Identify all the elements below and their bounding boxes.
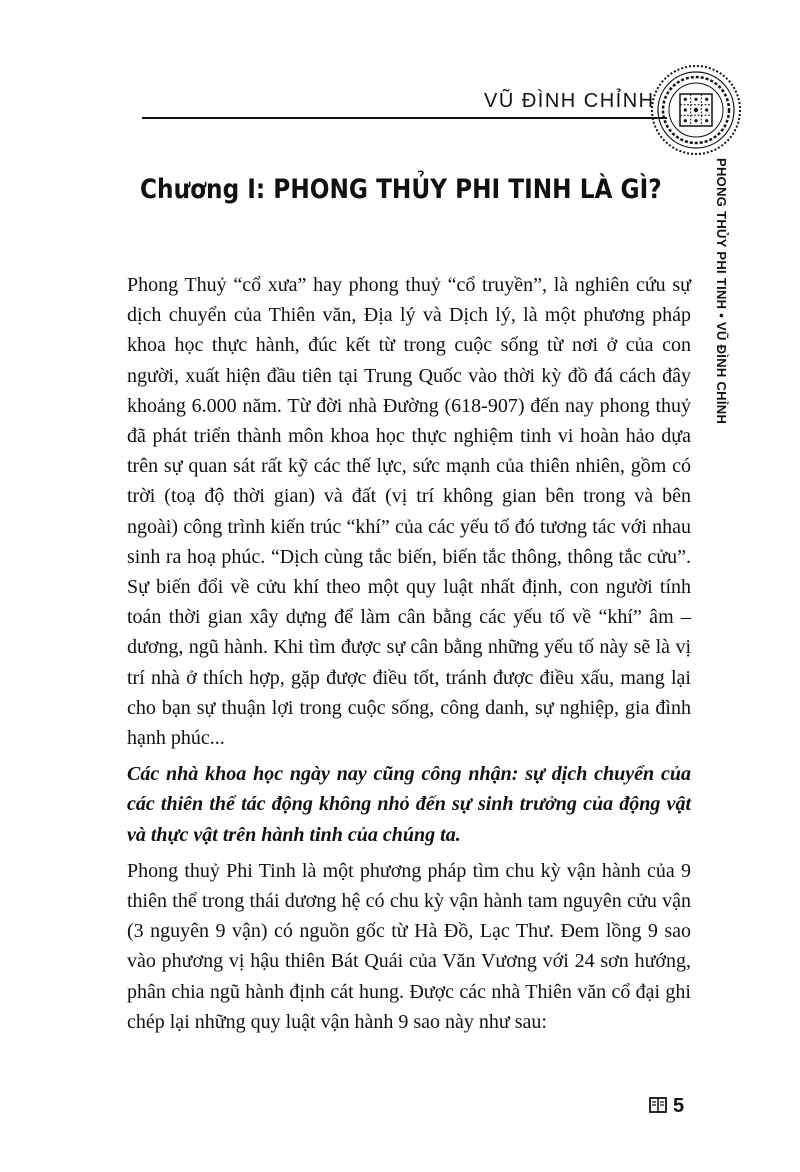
page-number-value: 5 xyxy=(673,1095,685,1117)
paragraph-intro: Phong Thuỷ “cổ xưa” hay phong thuỷ “cổ truyền”, là nghiên cứu sự dịch chuyển của Thiên văn, Địa lý và Dịch lý, là một phương pháp khoa học thực hành, đúc kết từ trong cuộc sống từ nơi ở của con người, xuất hiện đầu tiên tại Trung Quốc vào thời kỳ đồ đá cách đây khoảng 6.000 năm. Từ đời nhà Đường (618-907) đến nay phong thuỷ đã phát triển thành môn khoa học thực nghiệm tinh vi hoàn hảo dựa trên sự quan sát rất kỹ các thế lực, sức mạnh của thiên nhiên, gồm có trời (toạ độ thời gian) và đất (vị trí không gian bên trong và bên ngoài) công trình kiến trúc “khí” của các yếu tố đó tương tác với nhau sinh ra hoạ phúc. “Dịch cùng tắc biến, biến tắc thông, thông tắc cửu”. Sự biến đổi về cửu khí theo một quy luật nhất định, con người tính toán thời gian xây dựng để làm cân bằng các yếu tố về “khí” âm – dương, ngũ hành. Khi tìm được sự cân bằng những yếu tố này sẽ là vị trí nhà ở thích hợp, gặp được điều tốt, tránh được điều xấu, mang lại cho bạn sự thuận lợi trong cuộc sống, công danh, sự nghiệp, gia đình hạnh phúc... xyxy=(127,274,691,750)
page-number xyxy=(649,1095,684,1118)
vertical-side-title: PHONG THỦY PHI TINH • VŨ ĐÌNH CHỈNH xyxy=(714,158,729,425)
book-mark-icon xyxy=(649,1096,667,1114)
header-rule xyxy=(142,117,667,119)
paragraph-emphasis: Các nhà khoa học ngày nay cũng công nhận: sự dịch chuyển của các thiên thể tác động không nhỏ đến sự sinh trưởng của động vật và thực vật trên hành tinh của chúng ta. xyxy=(127,763,691,846)
paragraph-phi-tinh: Phong thuỷ Phi Tinh là một phương pháp tìm chu kỳ vận hành của 9 thiên thể trong thái dương hệ có chu kỳ vận hành tam nguyên cửu vận (3 nguyên 9 vận) có nguồn gốc từ Hà Đồ, Lạc Thư. Đem lồng 9 sao vào phương vị hậu thiên Bát Quái của Văn Vương với 24 sơn hướng, phân chia ngũ hành định cát hung. Được các nhà Thiên văn cổ đại ghi chép lại những quy luật vận hành 9 sao này như sau: xyxy=(127,859,691,1033)
body-text xyxy=(127,270,691,1037)
bagua-compass-icon xyxy=(648,62,744,158)
chapter-title: Chương I: PHONG THỦY PHI TINH LÀ GÌ? xyxy=(140,174,662,205)
running-header-author: VŨ ĐÌNH CHỈNH xyxy=(484,90,655,112)
